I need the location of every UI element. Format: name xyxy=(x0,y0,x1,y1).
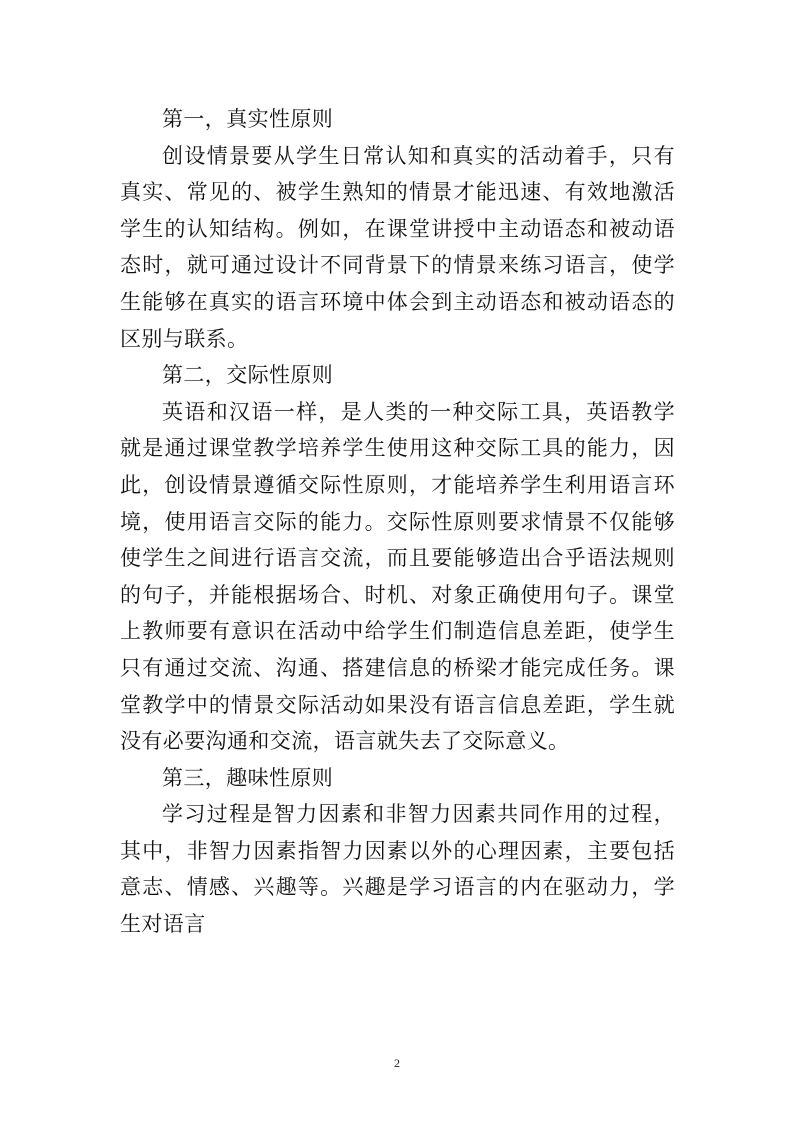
heading-authenticity-principle: 第一，真实性原则 xyxy=(162,107,334,131)
body-text xyxy=(120,101,675,943)
heading-communicative-principle: 第二，交际性原则 xyxy=(162,363,334,388)
paragraph-interest: 学习过程是智力因素和非智力因素共同作用的过程，其中，非智力因素指智力因素以外的心理因素，主要包括意志、情感、兴趣等。兴趣是学习语言的内在驱动力，学生对语言 xyxy=(120,802,675,937)
page-number: 2 xyxy=(394,1056,400,1070)
paragraph-authenticity: 创设情景要从学生日常认知和真实的活动着手，只有真实、常见的、被学生熟知的情景才能迅速、有效地激活学生的认知结构。例如，在课堂讲授中主动语态和被动语态时，就可通过设计不同背景下的情景来练习语言，使学生能够在真实的语言环境中体会到主动语态和被动语态的区别与联系。 xyxy=(120,143,675,351)
paragraph-communicative: 英语和汉语一样，是人类的一种交际工具，英语教学就是通过课堂教学培养学生使用这种交际工具的能力，因此，创设情景遵循交际性原则，才能培养学生利用语言环境，使用语言交际的能力。交际性原则要求情景不仅能够使学生之间进行语言交流，而且要能够造出合乎语法规则的句子，并能根据场合、时机、对象正确使用句子。课堂上教师要有意识在活动中给学生们制造信息差距，使学生只有通过交流、沟通、搭建信息的桥梁才能完成任务。课堂教学中的情景交际活动如果没有语言信息差距，学生就没有必要沟通和交流，语言就失去了交际意义。 xyxy=(120,399,675,754)
heading-interest-principle: 第三，趣味性原则 xyxy=(162,765,334,790)
